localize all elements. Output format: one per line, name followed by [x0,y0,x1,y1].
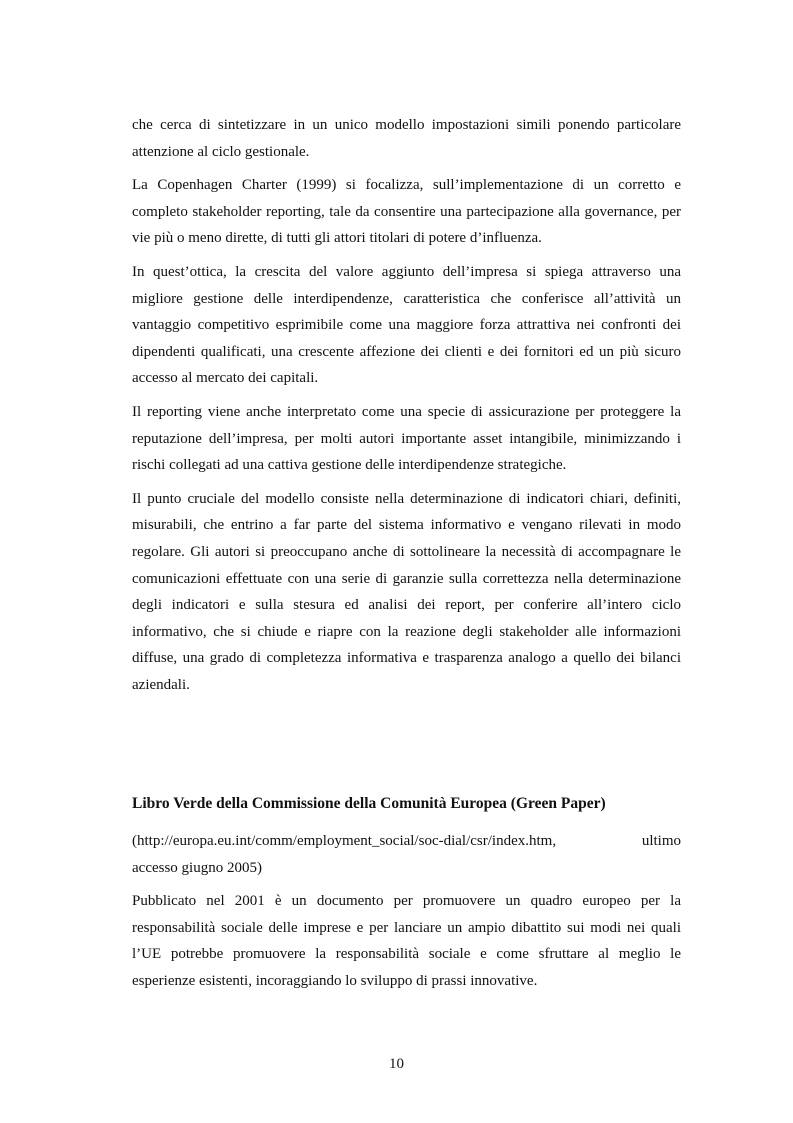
section-body [132,828,681,1002]
section-heading: Libro Verde della Commissione della Comunità Europea (Green Paper) [132,795,606,812]
paragraph-2: La Copenhagen Charter (1999) si focalizza, sull’implementazione di un corretto e completo stakeholder reporting, tale da consentire una partecipazione alla governance, per vie più o meno dirette, di tutti gli attori titolari di potere d’influenza. [132,177,681,247]
section-paragraph: Pubblicato nel 2001 è un documento per promuovere un quadro europeo per la responsabilità sociale delle imprese e per lanciare un ampio dibattito sui modi nei quali l’UE potrebbe promuovere la responsabilità sociale e come sfruttare al meglio le esperienze esistenti, incoraggiando lo sviluppo di prassi innovative. [132,893,681,989]
source-url: (http://europa.eu.int/comm/employment_social/soc-dial/csr/index.htm, [132,833,557,849]
url-line [132,828,681,855]
paragraph-1: che cerca di sintetizzare in un unico modello impostazioni simili ponendo particolare attenzione al ciclo gestionale. [132,117,681,160]
url-suffix: ultimo [641,833,681,849]
url-access-date: accesso giugno 2005) [132,859,262,876]
paragraph-5: Il punto cruciale del modello consiste nella determinazione di indicatori chiari, definiti, misurabili, che entrino a far parte del sistema informativo e vengano rilevati in modo regolare. Gli autori si preoccupano anche di sottolineare la necessità di accompagnare le comunicazioni effettuate con una serie di garanzie sulla correttezza nella determinazione degli indicatori e sulla stesura ed analisi dei report, per conferire all’intero ciclo informativo, che si chiude e riapre con la reazione degli stakeholder alle informazioni diffuse, una grado di completezza informativa e trasparenza analogo a quello dei bilanci aziendali. [132,490,681,693]
page-body [132,112,681,989]
paragraph-3: In quest’ottica, la crescita del valore aggiunto dell’impresa si spiega attraverso una migliore gestione delle interdipendenze, caratteristica che conferisce all’attività un vantaggio competitivo esprimibile come una maggiore forza attrattiva nei confronti dei dipendenti qualificati, una crescente affezione dei clienti e dei fornitori ed un più sicuro accesso al mercato dei capitali. [132,263,681,387]
paragraph-4: Il reporting viene anche interpretato come una specie di assicurazione per proteggere la reputazione dell’impresa, per molti autori importante asset intangibile, minimizzando i rischi collegati ad una cattiva gestione delle interdipendenze strategiche. [132,403,681,474]
page-number: 10 [389,1056,404,1072]
